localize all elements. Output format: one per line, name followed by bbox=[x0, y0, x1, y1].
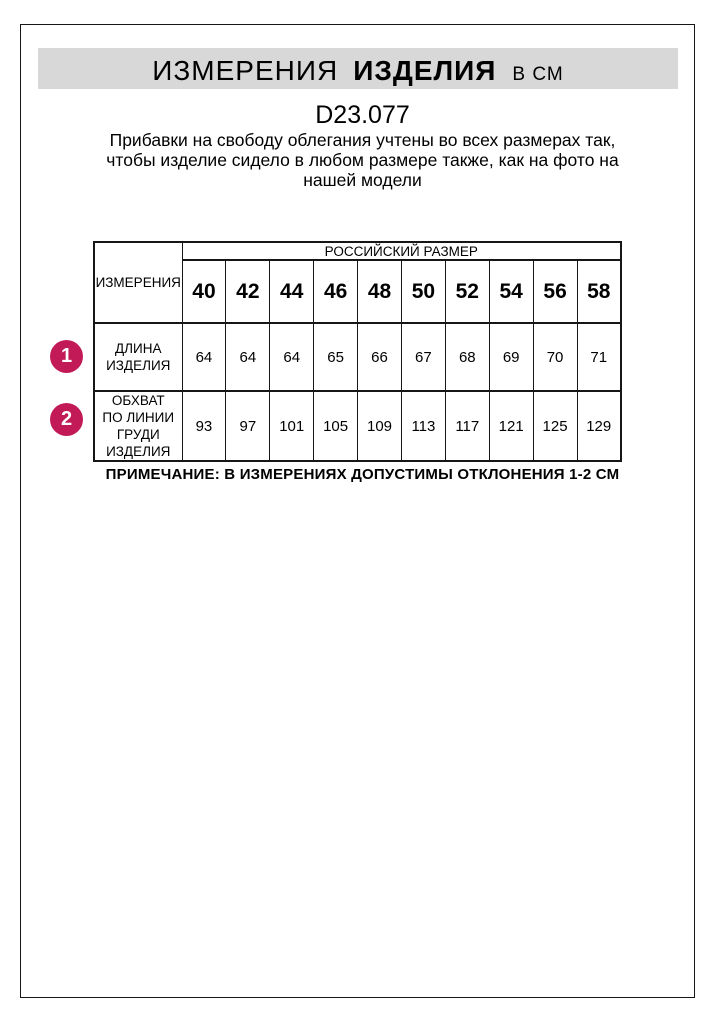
size-table bbox=[93, 241, 622, 462]
length-value-cell: 69 bbox=[489, 323, 533, 391]
chest-value-cell: 101 bbox=[270, 391, 314, 461]
row-number-badge-1: 1 bbox=[50, 340, 83, 373]
length-value-cell: 64 bbox=[226, 323, 270, 391]
chest-value-cell: 129 bbox=[577, 391, 621, 461]
chest-value-cell: 117 bbox=[445, 391, 489, 461]
size-col-header: 50 bbox=[401, 260, 445, 323]
length-value-cell: 71 bbox=[577, 323, 621, 391]
title-measurements: ИЗМЕРЕНИЯ bbox=[152, 55, 339, 86]
length-value-cell: 64 bbox=[182, 323, 226, 391]
chest-value-cell: 97 bbox=[226, 391, 270, 461]
table-row-chest bbox=[94, 391, 621, 461]
chest-value-cell: 125 bbox=[533, 391, 577, 461]
size-col-header: 56 bbox=[533, 260, 577, 323]
table-group-header-row bbox=[94, 242, 621, 260]
chest-value-cell: 113 bbox=[401, 391, 445, 461]
size-col-header: 40 bbox=[182, 260, 226, 323]
title-banner bbox=[38, 48, 678, 89]
measurements-header-cell: ИЗМЕРЕНИЯ bbox=[94, 242, 182, 323]
title-product: ИЗДЕЛИЯ bbox=[353, 55, 497, 86]
size-col-header: 48 bbox=[358, 260, 402, 323]
length-value-cell: 68 bbox=[445, 323, 489, 391]
russian-size-header-cell: РОССИЙСКИЙ РАЗМЕР bbox=[182, 242, 621, 260]
length-value-cell: 64 bbox=[270, 323, 314, 391]
fit-description: Прибавки на свободу облегания учтены во всех размерах так, чтобы изделие сидело в любом размере также, как на фото на нашей модели bbox=[106, 130, 619, 190]
model-code: D23.077 bbox=[315, 101, 410, 129]
length-value-cell: 65 bbox=[314, 323, 358, 391]
chest-value-cell: 121 bbox=[489, 391, 533, 461]
tolerance-note: ПРИМЕЧАНИЕ: В ИЗМЕРЕНИЯХ ДОПУСТИМЫ ОТКЛОНЕНИЯ 1-2 СМ bbox=[105, 466, 620, 483]
size-col-header: 42 bbox=[226, 260, 270, 323]
length-value-cell: 66 bbox=[358, 323, 402, 391]
length-value-cell: 70 bbox=[533, 323, 577, 391]
row-number-badge-2: 2 bbox=[50, 403, 83, 436]
size-col-header: 54 bbox=[489, 260, 533, 323]
size-col-header: 44 bbox=[270, 260, 314, 323]
size-col-header: 58 bbox=[577, 260, 621, 323]
size-col-header: 46 bbox=[314, 260, 358, 323]
table-row-length bbox=[94, 323, 621, 391]
size-col-header: 52 bbox=[445, 260, 489, 323]
length-value-cell: 67 bbox=[401, 323, 445, 391]
row-label-chest: ОБХВАТ ПО ЛИНИИ ГРУДИ ИЗДЕЛИЯ bbox=[94, 391, 182, 461]
chest-value-cell: 109 bbox=[358, 391, 402, 461]
chest-value-cell: 105 bbox=[314, 391, 358, 461]
chest-value-cell: 93 bbox=[182, 391, 226, 461]
title-unit-cm: В СМ bbox=[512, 64, 564, 85]
row-label-length: ДЛИНА ИЗДЕЛИЯ bbox=[94, 323, 182, 391]
